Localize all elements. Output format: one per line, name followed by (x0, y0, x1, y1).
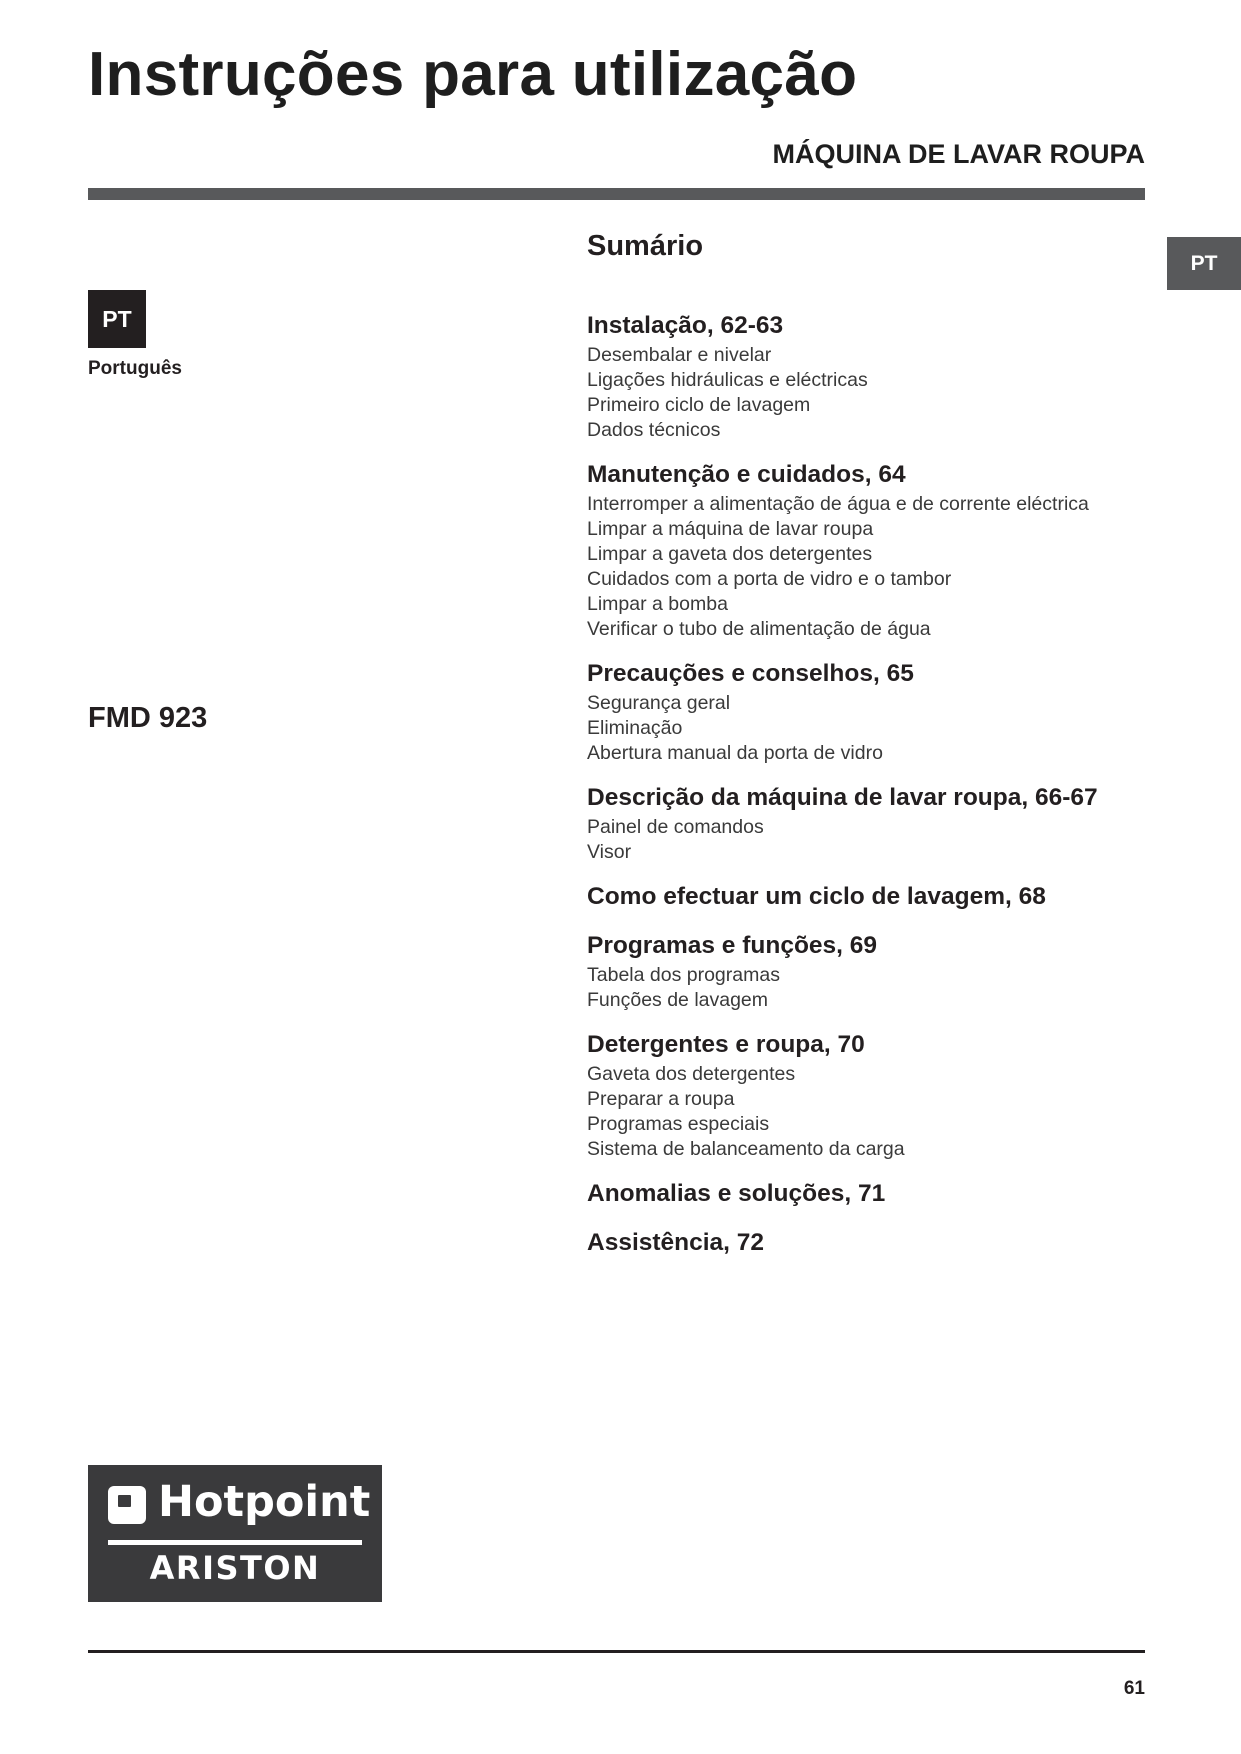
toc-item: Programas especiais (587, 1113, 770, 1135)
language-side-tab: PT (1167, 237, 1241, 290)
toc-section (587, 1226, 1147, 1260)
toc-item: Sistema de balanceamento da carga (587, 1138, 905, 1160)
toc-section-title: Instalação, 62-63 (587, 312, 784, 339)
toc-item: Limpar a máquina de lavar roupa (587, 518, 874, 540)
toc-item-list (587, 343, 1147, 443)
toc-item: Cuidados com a porta de vidro e o tambor (587, 568, 952, 590)
toc-section (587, 1177, 1147, 1211)
toc-item: Limpar a bomba (587, 593, 728, 615)
toc-section (587, 309, 1147, 443)
toc-item: Tabela dos programas (587, 964, 780, 986)
brand-mark-icon (108, 1486, 146, 1524)
toc-section-title: Descrição da máquina de lavar roupa, 66-67 (587, 784, 1098, 811)
toc-item-list (587, 492, 1147, 642)
toc-section-title: Detergentes e roupa, 70 (587, 1031, 865, 1058)
page-number: 61 (1123, 1678, 1145, 1699)
toc-item: Interromper a alimentação de água e de corrente eléctrica (587, 493, 1089, 515)
toc-item: Dados técnicos (587, 419, 721, 441)
toc-heading: Sumário (587, 230, 704, 262)
language-name: Português (88, 358, 182, 379)
toc-item: Visor (587, 841, 632, 863)
header-divider (88, 188, 1145, 200)
toc-item-list (587, 815, 1147, 865)
toc-section (587, 880, 1147, 914)
document-subtitle: MÁQUINA DE LAVAR ROUPA (772, 139, 1145, 169)
toc-item: Funções de lavagem (587, 989, 769, 1011)
toc-item: Limpar a gaveta dos detergentes (587, 543, 873, 565)
table-of-contents (587, 309, 1147, 1275)
toc-section (587, 1028, 1147, 1162)
toc-item: Abertura manual da porta de vidro (587, 742, 883, 764)
logo-brand-text: Hotpoint (158, 1477, 371, 1527)
toc-item: Gaveta dos detergentes (587, 1063, 796, 1085)
toc-section-title: Assistência, 72 (587, 1229, 765, 1256)
toc-item-list (587, 963, 1147, 1013)
document-title: Instruções para utilização (88, 40, 858, 109)
toc-item: Verificar o tubo de alimentação de água (587, 618, 931, 640)
hotpoint-ariston-logo (88, 1465, 382, 1602)
language-badge: PT (88, 290, 146, 348)
toc-item: Primeiro ciclo de lavagem (587, 394, 811, 416)
toc-section-title: Programas e funções, 69 (587, 932, 878, 959)
toc-item-list (587, 1062, 1147, 1162)
toc-item-list (587, 691, 1147, 766)
toc-section (587, 458, 1147, 642)
toc-section (587, 929, 1147, 1013)
toc-section (587, 781, 1147, 865)
logo-divider (108, 1540, 362, 1545)
toc-item: Ligações hidráulicas e eléctricas (587, 369, 868, 391)
footer-divider (88, 1650, 1145, 1653)
toc-section-title: Anomalias e soluções, 71 (587, 1180, 886, 1207)
toc-item: Desembalar e nivelar (587, 344, 772, 366)
toc-item: Preparar a roupa (587, 1088, 735, 1110)
logo-sub-text: ARISTON (149, 1549, 321, 1587)
toc-section (587, 657, 1147, 766)
model-number: FMD 923 (88, 702, 208, 734)
toc-section-title: Como efectuar um ciclo de lavagem, 68 (587, 883, 1046, 910)
toc-item: Eliminação (587, 717, 683, 739)
toc-item: Painel de comandos (587, 816, 764, 838)
toc-section-title: Manutenção e cuidados, 64 (587, 461, 906, 488)
toc-item: Segurança geral (587, 692, 731, 714)
toc-section-title: Precauções e conselhos, 65 (587, 660, 914, 687)
